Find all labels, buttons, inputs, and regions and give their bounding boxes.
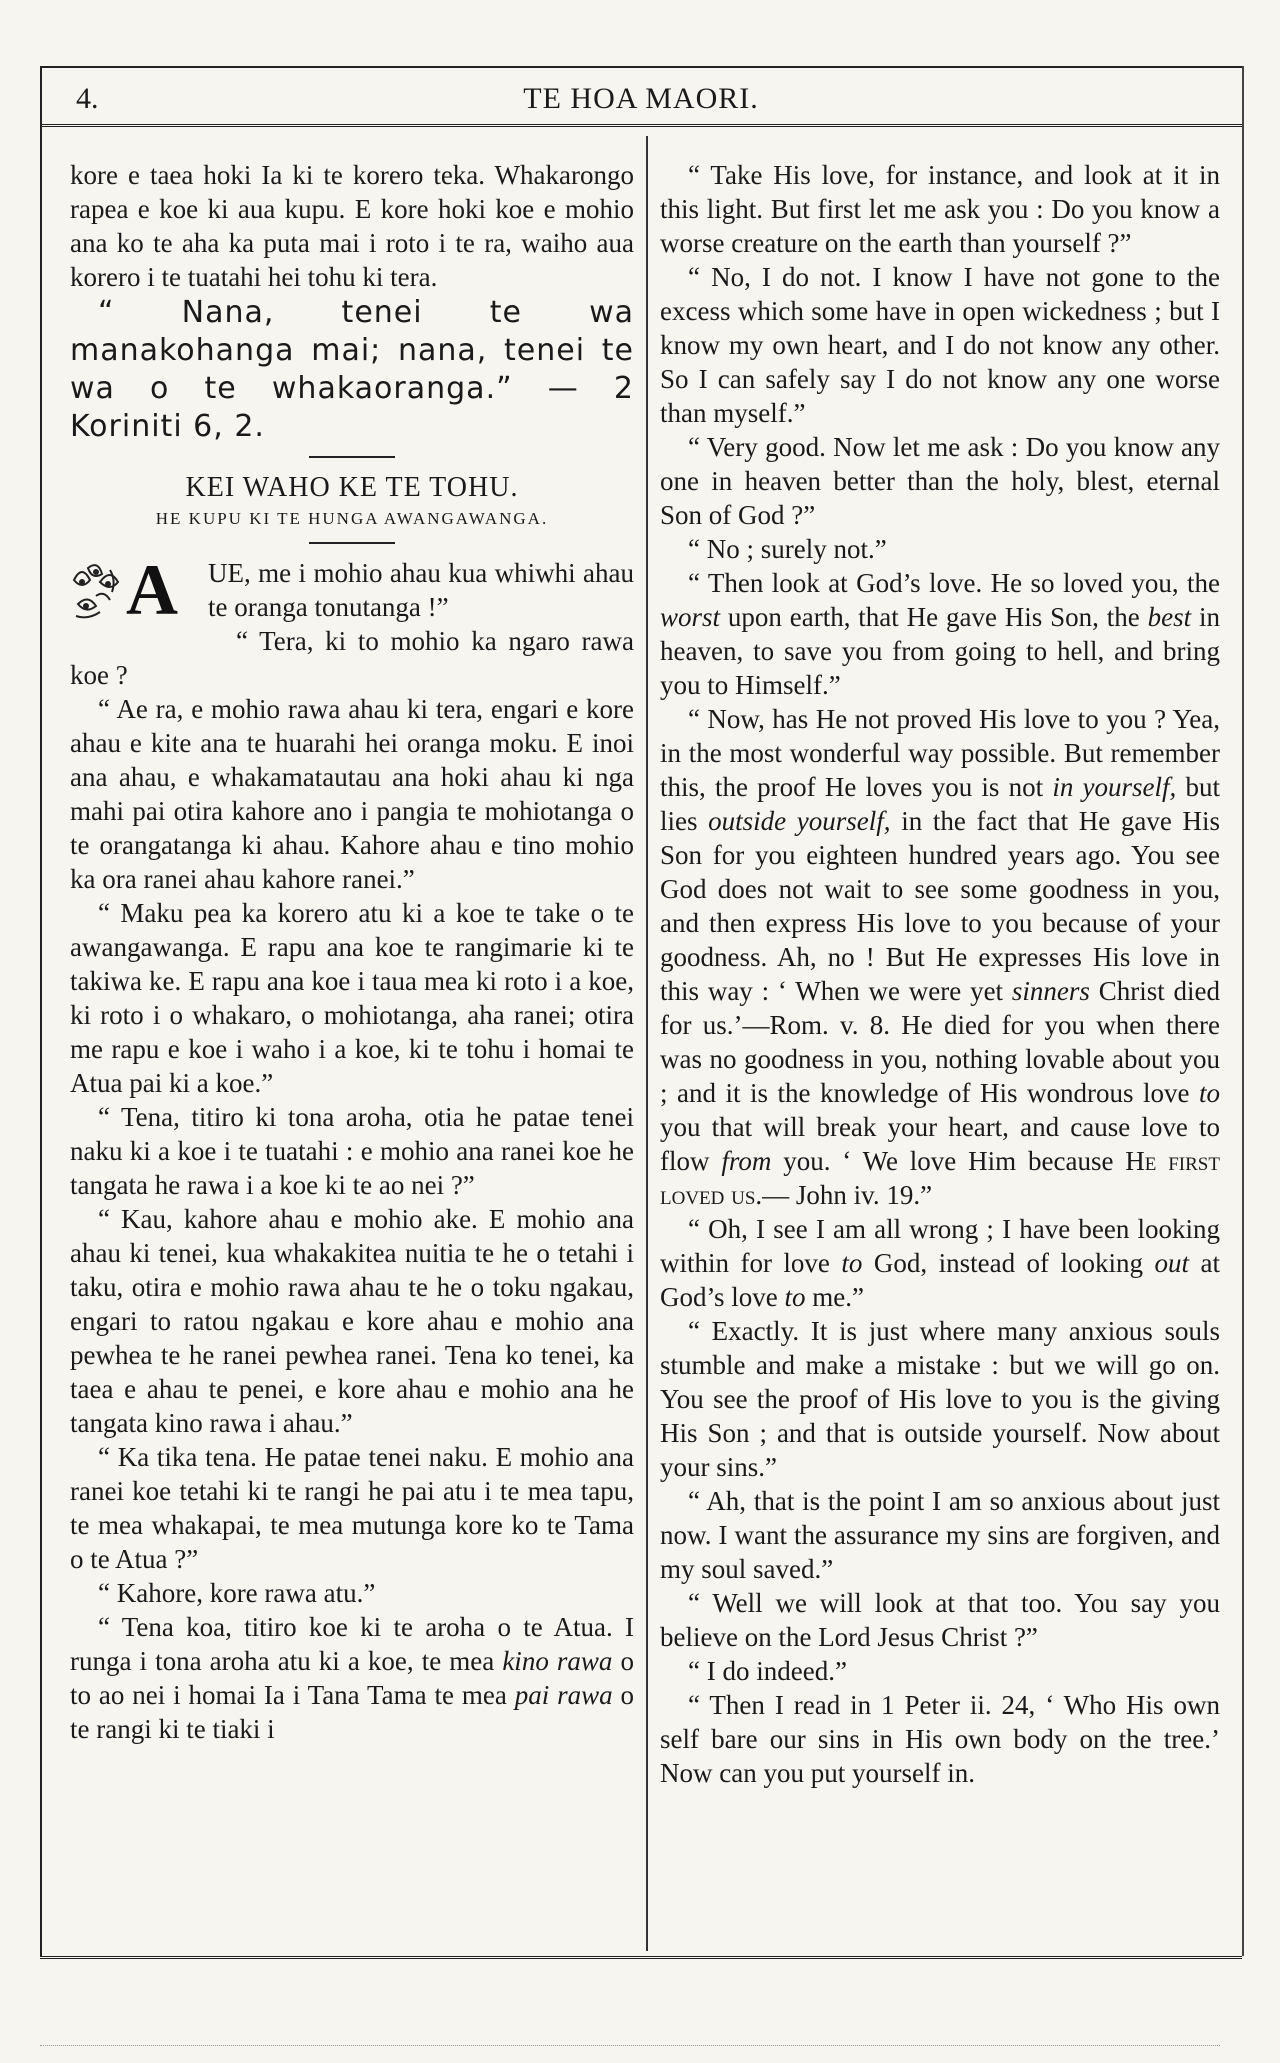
paragraph	[660, 1212, 1220, 1314]
italic-text: worst	[660, 602, 721, 632]
section-title: KEI WAHO KE TE TOHU.	[185, 472, 519, 503]
paragraph: UE, me i mohio ahau kua whiwhi ahau te oranga tonutanga !”	[208, 558, 634, 622]
paragraph	[660, 702, 1220, 1212]
text-run: but lies	[660, 772, 1220, 836]
italic-text: outside yourself,	[708, 806, 891, 836]
opening-paragraph	[70, 550, 634, 630]
text-run: “ Then look at God’s love. He so loved you, the	[688, 568, 1220, 598]
italic-text: out	[1154, 1248, 1190, 1278]
paragraph: “ Maku pea ka korero atu ki a koe te take o te awangawanga. E rapu ana koe te rangimarie ki te takiwa ke. E rapu ana koe i taua mea ki roto i a koe, ki roto i o whakaro, o mohiotanga, aha ranei; otira me rapu e koe i waho i a koe, ki te tohu i homai te Atua pai ki a koe.”	[70, 898, 634, 1098]
paragraph: “ Very good. Now let me ask : Do you know any one in heaven better than the holy, blest, eternal Son of God ?”	[660, 432, 1220, 530]
text-run: in heaven, to save you from going to hell, and bring you to Himself.”	[660, 602, 1220, 700]
section-subtitle: HE KUPU KI TE HUNGA AWANGAWANGA.	[155, 509, 549, 528]
dropcap-letter: A	[126, 550, 178, 630]
running-title: TE HOA MAORI.	[523, 82, 759, 115]
text-run: “ Tena koa, titiro koe ki te aroha o te Atua. I runga i tona aroha atu ki a koe, te mea	[70, 1612, 634, 1676]
paragraph: “ Ae ra, e mohio rawa ahau ki tera, engari e kore ahau e kite ana te huarahi hei oranga moku. E inoi ana ahau, e whakamatautau ana hoki ahau ki nga mahi pai otira kahore ano i pangia te mohiotanga o te orangatanga ki ahau. Kahore ahau e tino mohio ka ora ranei ahau kahore ranei.”	[70, 694, 634, 894]
paragraph: “ Take His love, for instance, and look at it in this light. But first let me ask you : Do you know a worse creature on the earth than yourself ?”	[660, 160, 1220, 258]
paragraph: kore e taea hoki Ia ki te korero teka. Whakarongo rapea e koe ki aua kupu. E kore hoki koe e mohio ana ko te aha ka puta mai i roto i te ra, waiho aua korero i te tuatahi hei tohu ki tera.	[70, 160, 634, 292]
italic-text: to	[841, 1248, 863, 1278]
italic-text: best	[1147, 602, 1192, 632]
text-run: in the fact that He gave His Son for you eighteen hundred years ago. You see God does not wait to see some goodness in you, and then express His love to you because of your goodness. Ah, no ! But He expresses His love in this way : ‘ When we were yet	[660, 806, 1220, 1006]
ornamental-dropcap	[70, 550, 200, 630]
text-run: o te rangi ki te tiaki i	[70, 1680, 635, 1744]
page-edge-specks	[40, 2045, 1220, 2049]
paragraph: “ Tena, titiro ki tona aroha, otia he patae tenei naku ki a koe i te tuatahi : e mohio ana ranei koe he tangata he rawa i a koe ki te ao nei ?”	[70, 1102, 634, 1200]
text-run: me.”	[805, 1282, 864, 1312]
italic-text: from	[721, 1146, 772, 1176]
scripture-verse: “ Nana, tenei te wa manakohanga mai; nana, tenei te wa o te whakaoranga.” — 2 Koriniti 6, 2.	[70, 295, 634, 444]
paragraph: “ Ka tika tena. He patae tenei naku. E mohio ana ranei koe tetahi ki te rangi he pai atu i te mea tapu, te mea whakapai, te mea mutunga kore ko te Tama o te Atua ?”	[70, 1442, 634, 1574]
paragraph: “ Well we will look at that too. You say you believe on the Lord Jesus Christ ?”	[660, 1588, 1220, 1652]
section-rule	[309, 542, 395, 544]
text-run: Christ died for us.’—Rom. v. 8. He died for you when there was no goodness in you, nothing lovable about you ; and it is the knowledge of His wondrous love	[660, 976, 1221, 1108]
text-run: “ Oh, I see I am all wrong ; I have been looking within for love	[660, 1214, 1220, 1278]
left-column	[70, 158, 634, 1746]
column-divider	[646, 136, 648, 1951]
text-run: you. ‘ We love Him because	[771, 1146, 1126, 1176]
paragraph	[70, 1610, 634, 1746]
footer-rule	[40, 1956, 1242, 1959]
text-run: — John iv. 19.”	[762, 1180, 933, 1210]
text-run: at God’s love	[660, 1248, 1220, 1312]
paragraph: “ No, I do not. I know I have not gone to the excess which some have in open wickedness ; but I know my own heart, and I do not know any other. So I can safely say I do not know any one worse than myself.”	[660, 262, 1220, 428]
paragraph: “ Kahore, kore rawa atu.”	[98, 1578, 376, 1608]
text-run: “ Now, has He not proved His love to you ? Yea, in the most wonderful way possible. But remember this, the proof He loves you is not	[660, 704, 1220, 802]
italic-text: sinners	[1011, 976, 1090, 1006]
paragraph: “ Then I read in 1 Peter ii. 24, ‘ Who His own self bare our sins in His own body on the tree.’ Now can you put yourself in.	[660, 1690, 1220, 1788]
page-header	[40, 78, 1242, 127]
paragraph	[660, 566, 1220, 702]
section-rule	[309, 456, 395, 458]
paragraph: “ Tera, ki to mohio ka ngaro rawa koe ?	[70, 626, 634, 690]
italic-text: to	[1198, 1078, 1220, 1108]
italic-text: in yourself,	[1052, 772, 1177, 802]
text-run: God, instead of looking	[862, 1248, 1155, 1278]
text-run: you that will break your heart, and cause love to flow	[660, 1112, 1220, 1176]
page-number: 4.	[76, 82, 99, 115]
paragraph: “ No ; surely not.”	[688, 534, 887, 564]
paragraph: “ Ah, that is the point I am so anxious about just now. I want the assurance my sins are forgiven, and my soul saved.”	[660, 1486, 1220, 1584]
text-run: upon earth, that He gave His Son, the	[720, 602, 1148, 632]
small-caps-text: He first loved us.	[660, 1146, 1220, 1210]
text-run: o to ao nei i homai Ia i Tana Tama te mea	[70, 1646, 634, 1710]
paragraph: “ I do indeed.”	[688, 1656, 847, 1686]
italic-text: to	[784, 1282, 806, 1312]
right-column	[660, 158, 1220, 1790]
paragraph: “ Exactly. It is just where many anxious souls stumble and make a mistake : but we will go on. You see the proof of His love to you is the giving His Son ; and that is outside yourself. Now about your sins.”	[660, 1316, 1220, 1482]
paragraph: “ Kau, kahore ahau e mohio ake. E mohio ana ahau ki tenei, kua whakakitea nuitia te he o tetahi i taku, otira e mohio rawa ahau te he o toku ngakau, engari to ratou ngakau e kore ahau e mohio ana pewhea te he ranei pewhea ranei. Tena ko tenei, ka taea e ahau te penei, e kore ahau e mohio ana he tangata kino rawa i ahau.”	[70, 1204, 634, 1438]
italic-text: kino rawa	[502, 1646, 613, 1676]
italic-text: pai rawa	[514, 1680, 613, 1710]
